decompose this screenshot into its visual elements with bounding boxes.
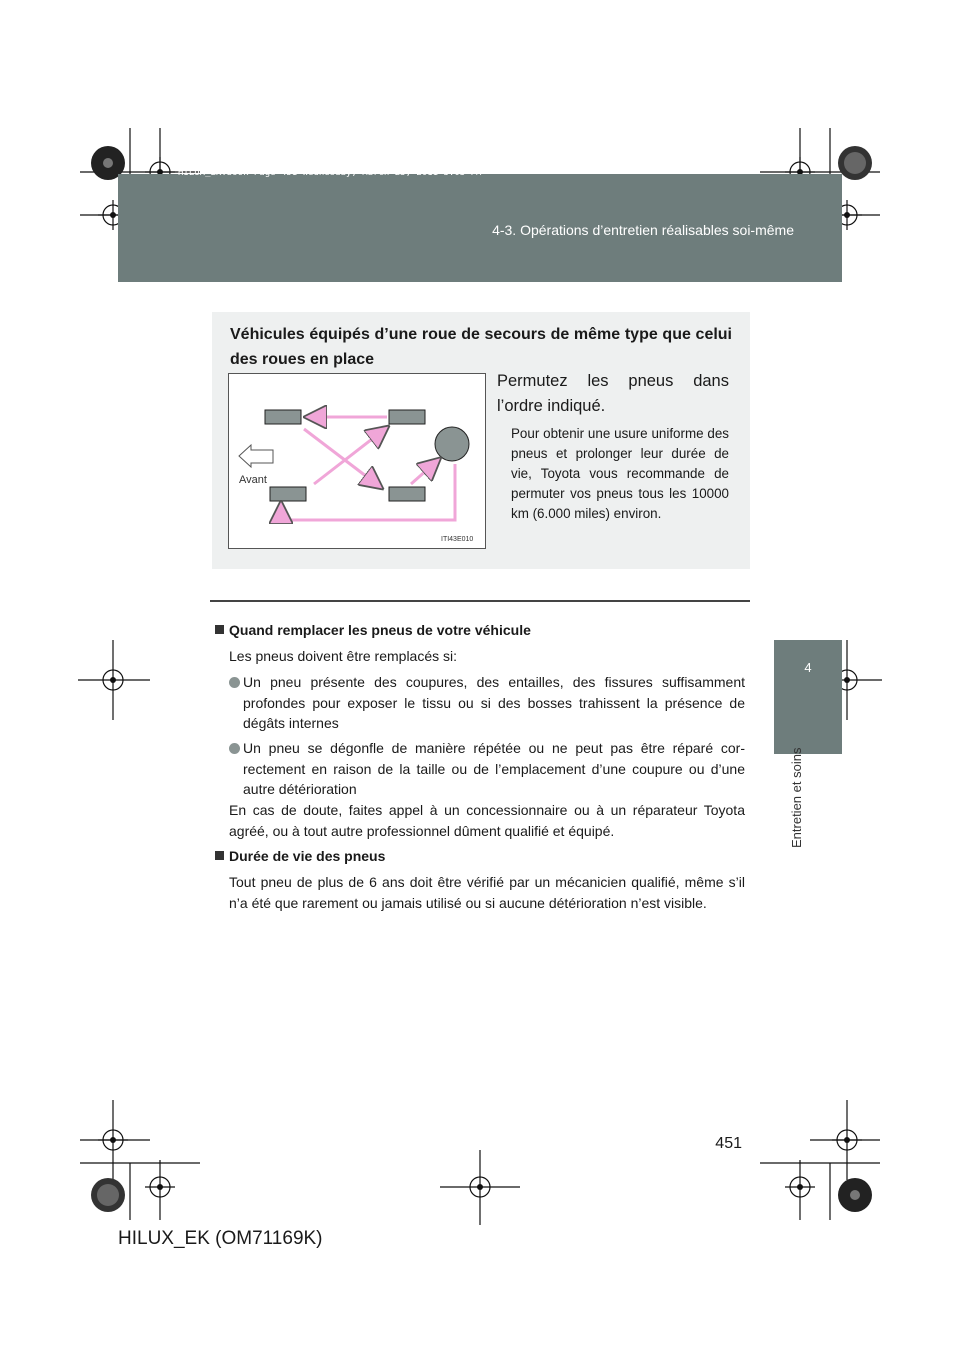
print-stamp: HILUX_EK.book Page 451 Wednesday, March 23, 2011 3:03 PM — [178, 168, 482, 178]
section-title: 4-3. Opérations d’entretien réalisables soi-même — [492, 222, 794, 238]
tire-rotation-diagram — [229, 374, 485, 548]
replace-intro: Les pneus doivent être remplacés si: — [229, 648, 458, 664]
bullet-icon — [229, 743, 240, 754]
heading-replace-tires: Quand remplacer les pneus de votre véhicule — [215, 620, 745, 641]
info-box-title: Véhicules équipés d’une roue de secours de même type que celui des roues en place — [230, 326, 732, 368]
tire-life-text: Tout pneu de plus de 6 ans doit être vérifié par un mécanicien qualifié, même s’il n’a été que rarement ou jamais utilisé ou si aucune détérioration n’est visible. — [229, 874, 745, 911]
figure-code: ITI43E010 — [441, 536, 474, 543]
manual-code: HILUX_EK (OM71169K) — [118, 1228, 323, 1249]
arrow-fl-to-rr — [304, 429, 379, 486]
section-divider — [210, 600, 750, 602]
bullet-item: Un pneu présente des coupures, des entailles, des fissures suffisamment profondes pour exposer le tissu ou si des bosses trahissent la présence de dégâts internes — [229, 672, 745, 734]
info-box-note: Pour obtenir une usure uniforme des pneus et prolonger leur durée de vie, Toyota vous recommande de permuter vos pneus tous les 10000 km (6.000 miles) environ. — [511, 426, 729, 521]
bullet-icon — [229, 677, 240, 688]
page-number: 451 — [715, 1135, 742, 1152]
chapter-tab — [774, 640, 842, 754]
spare-tire — [435, 427, 469, 461]
tire-front-right — [389, 410, 425, 424]
replace-outro: En cas de doute, faites appel à un concessionnaire ou à un réparateur Toyota agréé, ou à tout autre professionnel dûment qualifié et équipé. — [229, 802, 745, 839]
bullet-item: Un pneu se dégonfle de manière répétée ou ne peut pas être réparé correctement en raison de la taille ou de l’emplacement d’une coupure ou d’une autre détérioration — [229, 738, 745, 800]
chapter-number: 4 — [804, 660, 812, 675]
arrow-rl-to-fr — [314, 429, 385, 484]
chapter-label: Entretien et soins — [789, 747, 804, 848]
heading-tire-life: Durée de vie des pneus — [215, 846, 745, 867]
front-label: Avant — [239, 474, 267, 486]
tire-front-left — [265, 410, 301, 424]
tire-rear-left — [270, 487, 306, 501]
arrow-spare-to-rl — [281, 464, 455, 520]
info-box-instruction: Permutez les pneus dans l’ordre indiqué. — [497, 372, 729, 415]
tire-rotation-figure — [228, 373, 486, 549]
tire-rear-right — [389, 487, 425, 501]
arrow-rr-to-spare — [411, 461, 437, 484]
front-arrow-icon — [239, 445, 273, 467]
